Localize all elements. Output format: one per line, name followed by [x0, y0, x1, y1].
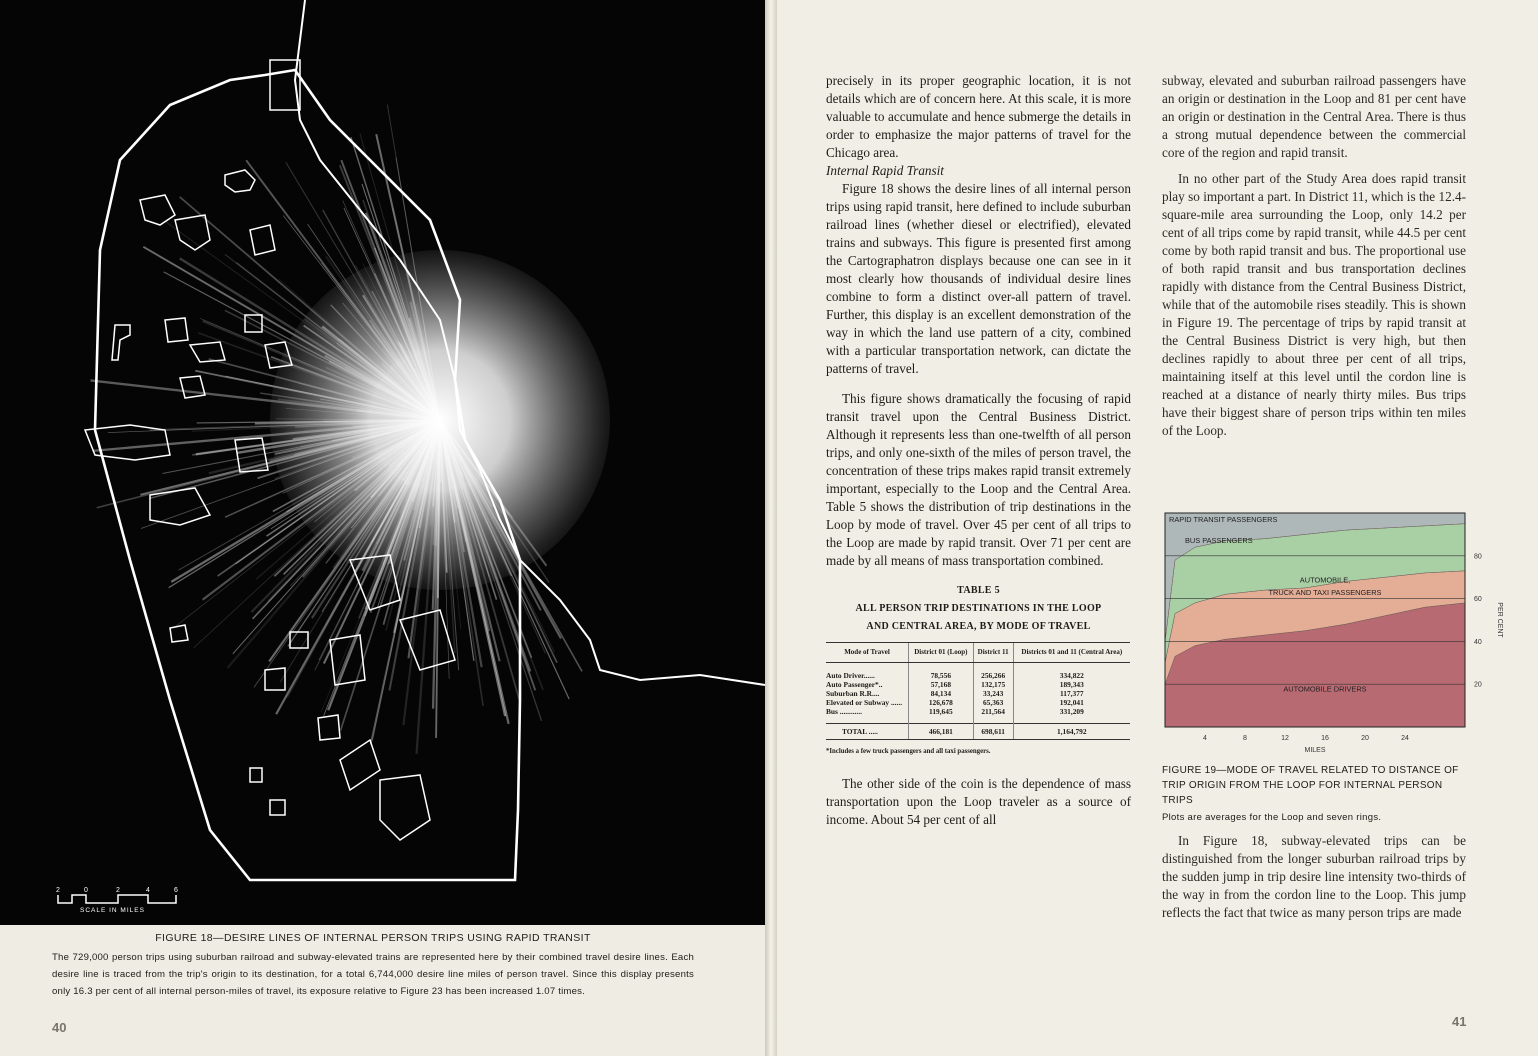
series-label-passengers-line1: AUTOMOBILE, [1299, 575, 1351, 585]
table-cell: 119,645 [909, 707, 974, 716]
section-heading-internal-rapid-transit: Internal Rapid Transit [826, 163, 944, 178]
figure19-svg [1162, 510, 1532, 760]
table-cell: 192,041 [1013, 698, 1130, 707]
x-axis-label: MILES [1304, 747, 1326, 754]
x-tick-label: 20 [1361, 735, 1369, 742]
desire-lines-map [0, 0, 765, 925]
col1-paragraph-1: precisely in its proper geographic location, it is not details which are of concern here. At this scale, it is more valuable to accumulate and hence submerge the details in order to emphasize the major patterns of travel for the Chicago area. [826, 73, 1131, 160]
scale-tick-0: 0 [84, 887, 88, 894]
table-row [826, 698, 1130, 707]
table-cell: 78,556 [909, 671, 974, 680]
table-row [826, 689, 1130, 698]
table-cell: 57,168 [909, 680, 974, 689]
text-column-2-continued [1162, 832, 1466, 922]
series-label-rapid-transit: RAPID TRANSIT PASSENGERS [1169, 515, 1278, 524]
table5-header: District 01 (Loop) [909, 643, 974, 663]
table5-grid [826, 642, 1130, 740]
table-cell: 84,134 [909, 689, 974, 698]
table-row [826, 671, 1130, 680]
y-tick-label: 40 [1474, 638, 1482, 646]
table-cell: Suburban R.R.... [826, 688, 880, 698]
page-number-left: 40 [52, 1020, 67, 1035]
page-number-right: 41 [1452, 1014, 1467, 1029]
table5-title-line2: AND CENTRAL AREA, BY MODE OF TRAVEL [866, 621, 1091, 632]
table-cell: Elevated or Subway ...... [826, 697, 903, 707]
table-cell: 126,678 [909, 698, 974, 707]
col1-paragraph-3: This figure shows dramatically the focusing of rapid transit travel upon the Central Business District. Although it represents less than one-twelfth of all person trips, and only one-sixth of the miles of person travel, the concentration of these trips makes rapid transit extremely important, especially to the Loop and the Central Area. Table 5 shows the distribution of trip destinations in the Loop by mode of travel. Over 45 per cent of all trips to the Loop are made by rapid transit. Over 71 per cent are made by all means of mass transportation combined. [826, 391, 1131, 568]
table-cell: 466,181 [909, 724, 974, 740]
table-cell: 334,822 [1013, 671, 1130, 680]
y-tick-label: 60 [1474, 596, 1482, 604]
scale-tick-2b: 2 [116, 887, 120, 894]
table-cell: 331,209 [1013, 707, 1130, 716]
table5-total-row [826, 724, 1130, 740]
figure18-photo [0, 0, 765, 925]
table-cell: Auto Passenger*.. [826, 679, 883, 689]
book-gutter [765, 0, 777, 1056]
table5-footnote: *Includes a few truck passengers and all taxi passengers. [826, 748, 991, 755]
cbd-glow [270, 250, 610, 590]
table5-header: Mode of Travel [826, 643, 909, 663]
x-tick-label: 4 [1203, 735, 1207, 742]
x-tick-label: 24 [1401, 735, 1409, 742]
col1-paragraph-4: The other side of the coin is the dependence of mass transportation upon the Loop traveler as a source of income. About 54 per cent of all [826, 776, 1131, 827]
y-axis-label: PER CENT [1496, 602, 1503, 638]
x-tick-label: 8 [1243, 735, 1247, 742]
series-label-bus: BUS PASSENGERS [1185, 535, 1253, 545]
table-cell: 33,243 [973, 689, 1013, 698]
figure19-chart [1162, 510, 1532, 760]
scale-bar [58, 895, 176, 903]
table-cell: TOTAL ..... [826, 724, 909, 740]
table-row [826, 680, 1130, 689]
figure18-title: FIGURE 18—DESIRE LINES OF INTERNAL PERSON TRIPS USING RAPID TRANSIT [155, 932, 591, 944]
series-label-passengers-line2: TRUCK AND TAXI PASSENGERS [1268, 588, 1382, 598]
y-tick-label: 20 [1474, 681, 1482, 689]
col2-paragraph-3: In Figure 18, subway-elevated trips can be distinguished from the longer suburban railroad trips by the sudden jump in trip desire line intensity two-thirds of the way in from the cordon line to the Loop. This jump reflects the fact that twice as many person trips are made [1162, 833, 1466, 920]
table-cell: 65,363 [973, 698, 1013, 707]
table-cell: Bus ............ [826, 706, 862, 716]
scale-tick-4: 4 [146, 887, 150, 894]
table5-header: Districts 01 and 11 (Central Area) [1013, 643, 1130, 663]
col2-paragraph-1: subway, elevated and suburban railroad passengers have an origin or destination in the Loop and 81 per cent have an origin or destination in the Central Area. There is thus a strong mutual dependence between the commercial core of the region and rapid transit. [1162, 73, 1466, 160]
col1-paragraph-2: Figure 18 shows the desire lines of all internal person trips using rapid transit, here defined to include suburban railroad lines (whether diesel or electrified), elevated trains and subways. This figure is presented first among the Cartographatron displays because one can see in it most clearly how thousands of individual desire lines combine to form a distinct over-all pattern of travel. Further, this display is an excellent demonstration of the way in which the land use pattern of a city, combined with a particular transportation network, can dictate the patterns of travel. [826, 181, 1131, 376]
table5-title-line1: ALL PERSON TRIP DESTINATIONS IN THE LOOP [855, 603, 1102, 614]
table-cell: 117,377 [1013, 689, 1130, 698]
left-page [0, 0, 765, 1056]
text-column-2 [1162, 72, 1466, 440]
table5 [826, 582, 1131, 761]
table-cell: 211,564 [973, 707, 1013, 716]
x-tick-label: 16 [1321, 735, 1329, 742]
y-tick-label: 80 [1474, 553, 1482, 561]
table-cell: 698,611 [973, 724, 1013, 740]
scale-tick-6: 6 [174, 887, 178, 894]
figure18-caption-text: The 729,000 person trips using suburban railroad and subway-elevated trains are represented here by their combined travel desire lines. Each desire line is traced from the trip's origin to its destination, for a total 6,744,000 desire line miles of person travel. Since this display presents only 16.3 per cent of all internal person-miles of travel, its exposure relative to Figure 23 has been increased 1.07 times. [52, 952, 694, 997]
table-cell: Auto Driver...... [826, 670, 875, 680]
scale-label: SCALE IN MILES [80, 907, 145, 914]
table-row [826, 707, 1130, 716]
table-cell: 1,164,792 [1013, 724, 1130, 740]
table-cell: 132,175 [973, 680, 1013, 689]
table5-header: District 11 [973, 643, 1013, 663]
text-column-1 [826, 72, 1131, 829]
table-cell: 189,343 [1013, 680, 1130, 689]
col2-paragraph-2: In no other part of the Study Area does rapid transit play so important a part. In District 11, which is the 12.4-square-mile area surrounding the Loop, only 14.2 per cent of all trips come by rapid transit, while 44.5 per cent come by both rapid transit and bus. The proportional use of both rapid transit and bus transportation declines rapidly with distance from the Central Business District, while that of the automobile rises steadily. This is shown in Figure 19. The percentage of trips by rapid transit at the Central Business District is very high, but then declines rapidly to about three per cent of all trips, maintaining itself at this level until the cordon line is reached at a distance of nearly thirty miles. Bus trips have their biggest share of person trips within ten miles of the Loop. [1162, 171, 1466, 438]
series-label-drivers: AUTOMOBILE DRIVERS [1283, 684, 1367, 694]
table5-header-row [826, 643, 1130, 663]
figure19-title: FIGURE 19—MODE OF TRAVEL RELATED TO DISTANCE OF TRIP ORIGIN FROM THE LOOP FOR INTERNAL PERSON TRIPS [1162, 765, 1459, 806]
figure18-caption [52, 932, 694, 1000]
scale-tick-2a: 2 [56, 887, 60, 894]
table5-label: TABLE 5 [957, 585, 1000, 596]
figure19-subcaption: Plots are averages for the Loop and seven rings. [1162, 812, 1382, 823]
table-cell: 256,266 [973, 671, 1013, 680]
x-tick-label: 12 [1281, 735, 1289, 742]
